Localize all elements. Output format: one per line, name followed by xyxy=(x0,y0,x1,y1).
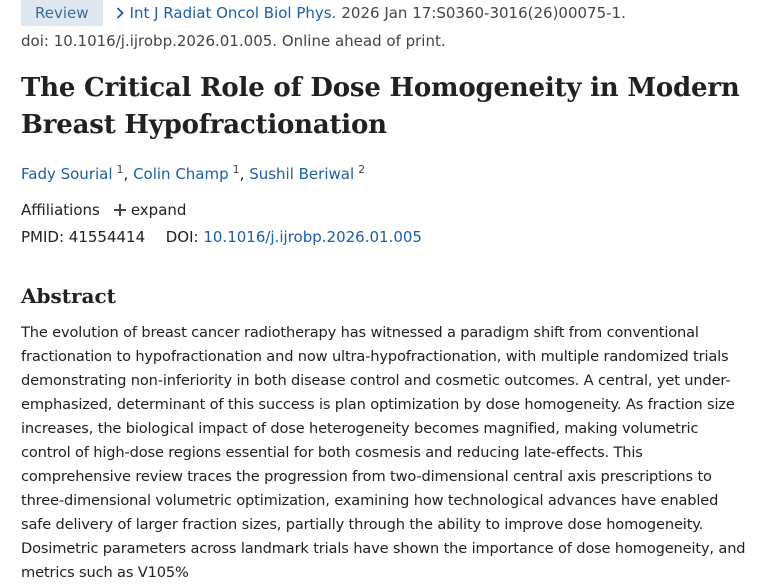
citation-line xyxy=(21,0,626,26)
author-link[interactable]: Colin Champ xyxy=(133,165,229,183)
affiliations-label: Affiliations xyxy=(21,201,100,219)
abstract-heading: Abstract xyxy=(21,284,116,308)
author-link[interactable]: Sushil Beriwal xyxy=(249,165,355,183)
publication-type-badge[interactable]: Review xyxy=(21,0,103,26)
author-separator: , xyxy=(123,165,134,183)
affiliations-toggle[interactable] xyxy=(21,201,186,219)
plus-icon xyxy=(114,204,126,216)
abstract-text: The evolution of breast cancer radiotherapy has witnessed a paradigm shift from conventional fractionation to hypofractionation and now ultra-hypofractionation, with multiple randomized trials demonstrating non-inferiority in both disease control and cosmetic outcomes. A central, yet under-emphasized, determinant of this success is plan optimization by dose homogeneity. As fraction size increases, the biological impact of dose heterogeneity becomes magnified, making volumetric control of high-dose regions essential for both cosmesis and reducing late-effects. This comprehensive review traces the progression from two-dimensional central axis prescriptions to three-dimensional volumetric optimization, examining how technological advances have enabled safe delivery of larger fraction sizes, partially through the ability to improve dose homogeneity. Dosimetric parameters across landmark trials have shown the importance of dose homogeneity, and metrics such as V105% xyxy=(21,324,746,581)
doi-label: DOI: xyxy=(165,228,199,246)
author-affiliation-number[interactable]: 1 xyxy=(232,163,240,176)
chevron-right-icon xyxy=(116,7,124,19)
citation-date-pages: 2026 Jan 17:S0360-3016(26)00075-1. xyxy=(341,4,626,22)
doi-link[interactable]: 10.1016/j.ijrobp.2026.01.005 xyxy=(203,228,422,246)
journal-link[interactable]: Int J Radiat Oncol Biol Phys. xyxy=(129,4,337,22)
article-identifiers xyxy=(21,228,422,246)
citation-doi-line: doi: 10.1016/j.ijrobp.2026.01.005. Online ahead of print. xyxy=(21,32,446,50)
author-separator: , xyxy=(239,165,250,183)
pmid-label: PMID: xyxy=(21,228,65,246)
author-link[interactable]: Fady Sourial xyxy=(21,165,113,183)
author-affiliation-number[interactable]: 2 xyxy=(358,163,366,176)
author-list xyxy=(21,163,365,183)
affiliations-expand-label[interactable]: expand xyxy=(130,201,187,219)
author-affiliation-number[interactable]: 1 xyxy=(116,163,124,176)
article-title: The Critical Role of Dose Homogeneity in Modern Breast Hypofractionation xyxy=(21,73,740,140)
pmid-value: 41554414 xyxy=(68,228,146,246)
